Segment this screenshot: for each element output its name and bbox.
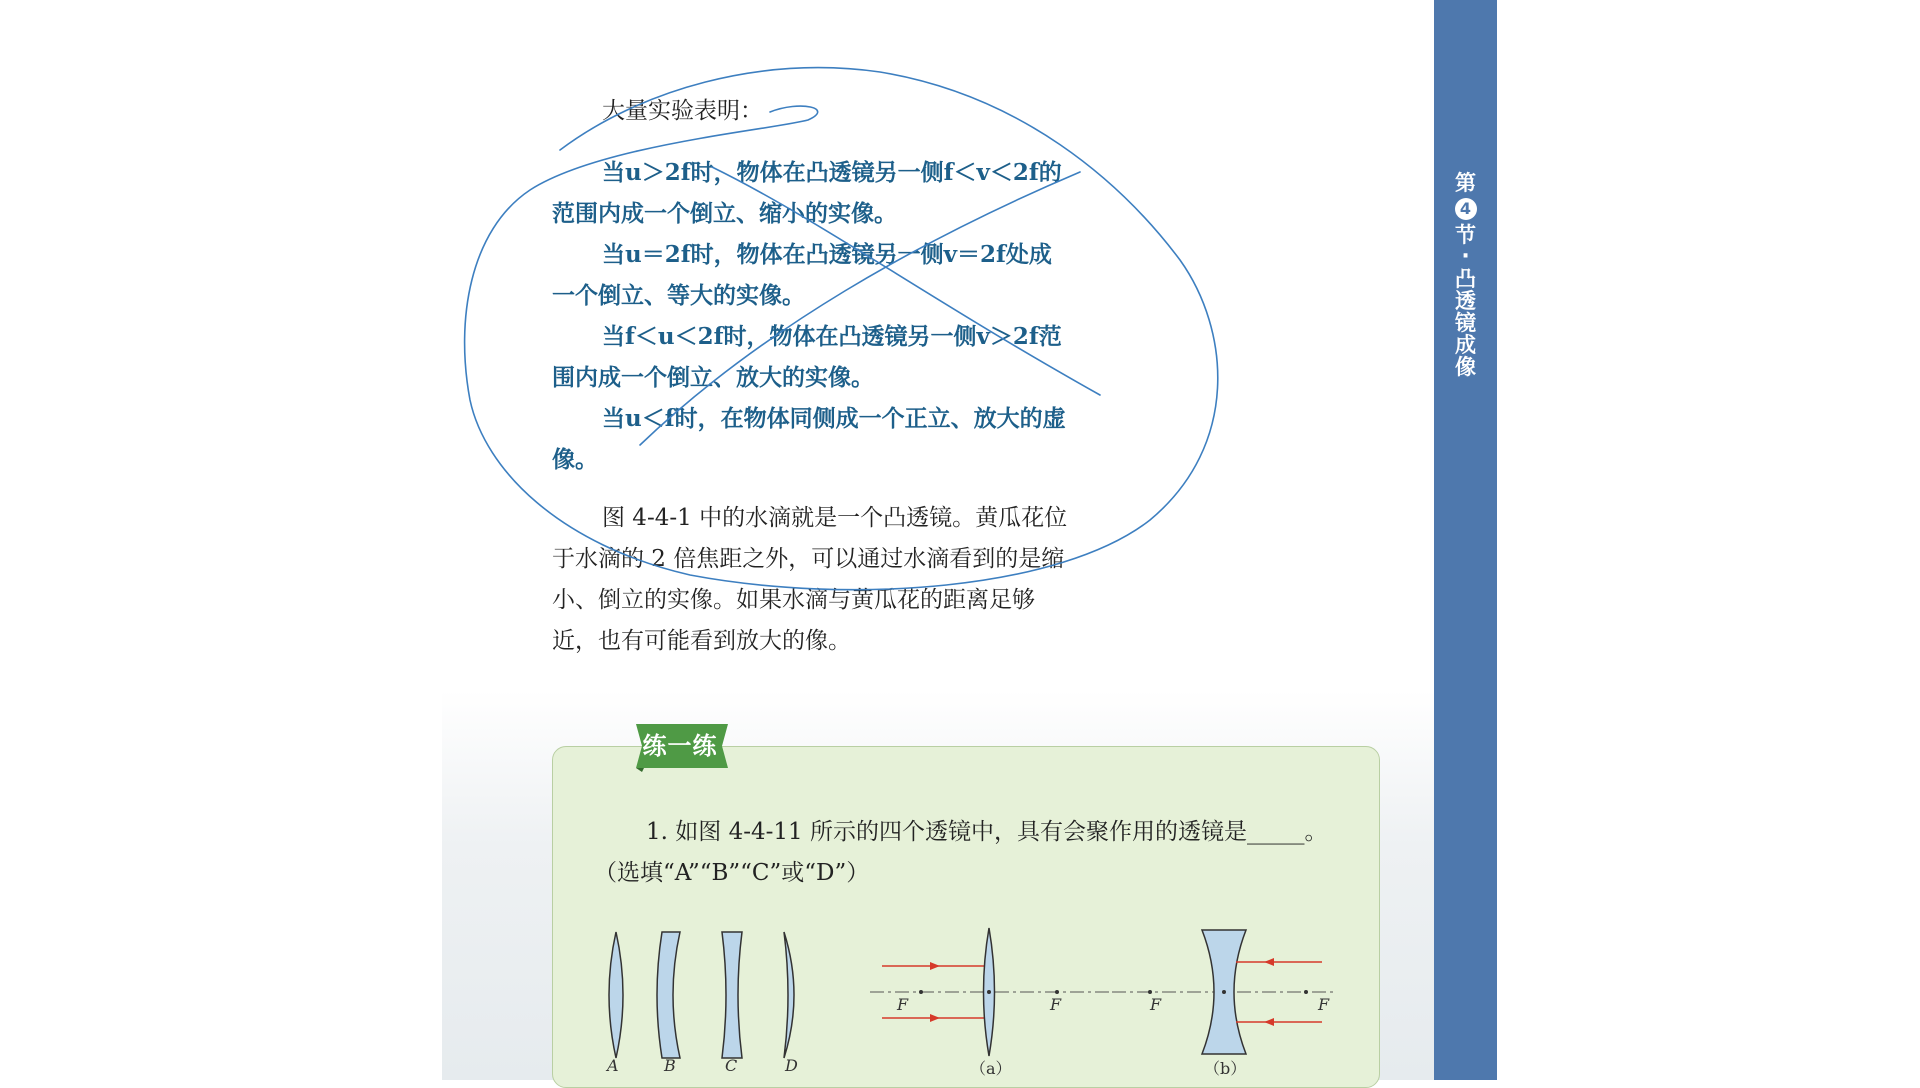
rule-paragraph: 当u＝2f时，物体在凸透镜另一侧v＝2f处成一个倒立、等大的实像。 — [552, 241, 1052, 309]
sidebar-char: 第 — [1455, 171, 1476, 195]
practice-question — [594, 812, 1354, 894]
lens-figure-drawing — [552, 910, 1378, 1080]
lens-d-shape — [784, 932, 794, 1058]
intro-paragraph — [552, 91, 1072, 132]
practice-badge-label: 练一练 — [642, 732, 718, 760]
intro-text: 大量实验表明： — [602, 98, 763, 124]
question-line-1: 1. 如图 4-4-11 所示的四个透镜中，具有会聚作用的透镜是_____。 — [646, 819, 1328, 845]
rule-paragraph: 当u＜f时，在物体同侧成一个正立、放大的虚像。 — [552, 405, 1066, 473]
lens-a-shape — [609, 932, 623, 1058]
sidebar-char: 像 — [1455, 355, 1476, 379]
sidebar-char: 节 — [1455, 223, 1476, 247]
focus-label-b-right: F — [1318, 995, 1330, 1014]
lens-c-shape — [722, 932, 742, 1058]
focus-label-a-left: F — [897, 995, 909, 1014]
lens-b-shape — [657, 932, 680, 1058]
focus-label-a-right: F — [1050, 995, 1062, 1014]
sidebar-char: 凸 — [1455, 267, 1476, 291]
rule-paragraph: 当f＜u＜2f时，物体在凸透镜另一侧v＞2f范围内成一个倒立、放大的实像。 — [552, 323, 1062, 391]
question-line-2: （选填“A”“B”“C”或“D”） — [594, 860, 870, 886]
section-number-badge: 4 — [1455, 198, 1477, 220]
sidebar-char: 成 — [1455, 333, 1476, 357]
lens-label-c: C — [725, 1056, 738, 1075]
lens-figure — [552, 910, 1378, 1080]
sidebar-char: · — [1461, 244, 1470, 269]
figure-caption-a: （a） — [970, 1059, 1012, 1078]
body-paragraph — [552, 498, 1072, 662]
rule-paragraph: 当u＞2f时，物体在凸透镜另一侧f＜v＜2f的范围内成一个倒立、缩小的实像。 — [552, 159, 1062, 227]
focus-label-b-left: F — [1150, 995, 1162, 1014]
lens-label-b: B — [664, 1056, 676, 1075]
chapter-sidebar — [1434, 0, 1497, 1080]
sidebar-char: 透 — [1455, 289, 1476, 313]
sidebar-char: 镜 — [1455, 311, 1476, 335]
lens-label-d: D — [785, 1056, 798, 1075]
figure-caption-b: （b） — [1204, 1059, 1247, 1078]
chapter-title-vertical — [1434, 172, 1497, 378]
lens-label-a: A — [607, 1056, 619, 1075]
imaging-rules — [552, 152, 1072, 480]
body-text: 图 4-4-1 中的水滴就是一个凸透镜。黄瓜花位于水滴的 2 倍焦距之外，可以通过水滴看到的是缩小、倒立的实像。如果水滴与黄瓜花的距离足够近，也有可能看到放大的像。 — [552, 505, 1068, 654]
